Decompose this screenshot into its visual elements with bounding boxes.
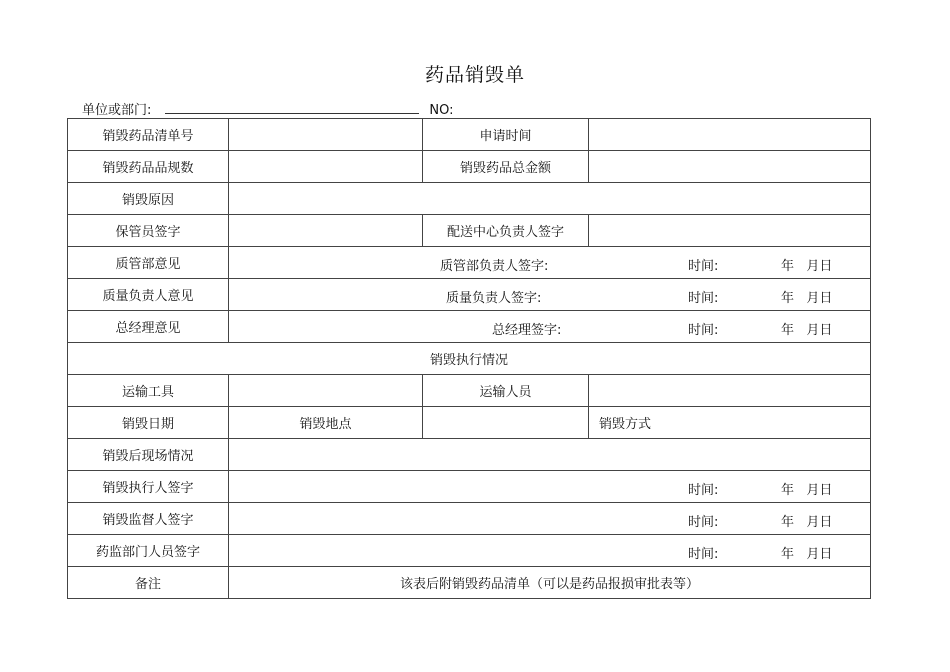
table-row [68,503,871,535]
table-row [68,119,871,151]
dept-input-line[interactable] [165,101,419,114]
reason-label: 销毁原因 [68,183,229,215]
apply-time-label: 申请时间 [423,119,589,151]
executor-sign-label: 销毁执行人签字 [68,471,229,503]
time-label: 时间: [688,515,719,530]
time-label: 时间: [688,291,719,306]
date-label: 年 月日 [781,291,833,306]
keeper-sign-field[interactable] [229,215,423,247]
transport-staff-field[interactable] [589,375,871,407]
qm-opinion-label: 质管部意见 [68,247,229,279]
time-label: 时间: [688,547,719,562]
dept-label: 单位或部门: [82,103,152,118]
specs-count-field[interactable] [229,151,423,183]
time-label: 时间: [688,323,719,338]
specs-count-label: 销毁药品品规数 [68,151,229,183]
remark-label: 备注 [68,567,229,599]
header-line [82,99,454,118]
destroy-date-label: 销毁日期 [68,407,229,439]
gm-opinion-label: 总经理意见 [68,311,229,343]
qh-opinion-field[interactable] [229,279,871,311]
gm-sign-label: 总经理签字: [492,323,562,338]
date-label: 年 月日 [781,323,833,338]
total-amount-field[interactable] [589,151,871,183]
destroy-place-label: 销毁地点 [229,407,423,439]
table-row [68,311,871,343]
transport-tool-field[interactable] [229,375,423,407]
exec-section-header: 销毁执行情况 [68,343,871,375]
transport-staff-label: 运输人员 [423,375,589,407]
table-row [68,343,871,375]
qh-sign-label: 质量负责人签字: [446,291,542,306]
list-no-label: 销毁药品清单号 [68,119,229,151]
supervisor-sign-field[interactable] [229,503,871,535]
table-row [68,247,871,279]
remark-text: 该表后附销毁药品清单（可以是药品报损审批表等） [229,567,871,599]
date-label: 年 月日 [781,547,833,562]
date-label: 年 月日 [781,483,833,498]
qm-head-sign-label: 质管部负责人签字: [440,259,549,274]
supervisor-sign-label: 销毁监督人签字 [68,503,229,535]
time-label: 时间: [688,259,719,274]
table-row [68,215,871,247]
transport-tool-label: 运输工具 [68,375,229,407]
dist-sign-field[interactable] [589,215,871,247]
reason-field[interactable] [229,183,871,215]
site-status-field[interactable] [229,439,871,471]
table-row [68,471,871,503]
no-label: NO: [429,103,454,118]
time-label: 时间: [688,483,719,498]
table-row [68,535,871,567]
table-row [68,279,871,311]
keeper-sign-label: 保管员签字 [68,215,229,247]
table-row [68,439,871,471]
date-label: 年 月日 [781,259,833,274]
executor-sign-field[interactable] [229,471,871,503]
apply-time-field[interactable] [589,119,871,151]
table-row [68,375,871,407]
table-row [68,567,871,599]
list-no-field[interactable] [229,119,423,151]
destruction-form-table [67,118,871,599]
gm-opinion-field[interactable] [229,311,871,343]
date-label: 年 月日 [781,515,833,530]
table-row [68,183,871,215]
total-amount-label: 销毁药品总金额 [423,151,589,183]
dist-sign-label: 配送中心负责人签字 [423,215,589,247]
form-title: 药品销毁单 [424,64,525,86]
qm-opinion-field[interactable] [229,247,871,279]
table-row [68,407,871,439]
fda-sign-field[interactable] [229,535,871,567]
qh-opinion-label: 质量负责人意见 [68,279,229,311]
fda-sign-label: 药监部门人员签字 [68,535,229,567]
site-status-label: 销毁后现场情况 [68,439,229,471]
destroy-method-label: 销毁方式 [589,407,871,439]
destroy-place-field[interactable] [423,407,589,439]
table-row [68,151,871,183]
